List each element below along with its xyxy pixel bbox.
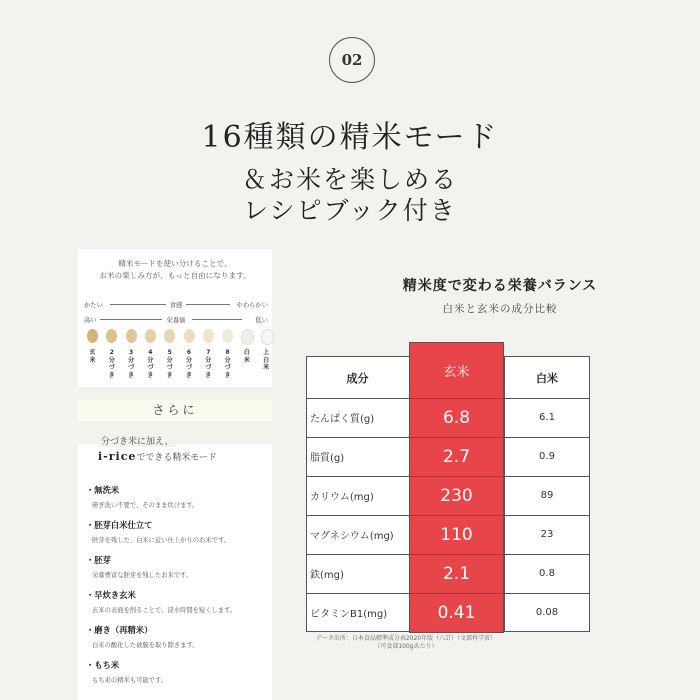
subtitle-line-2: レシピブック付き xyxy=(243,196,457,225)
row-hakumai-value: 0.8 xyxy=(539,568,555,579)
row-hakumai-value: 0.9 xyxy=(539,451,555,462)
data-source-note: データ出所：日本食品標準成分表2020年版（八訂）（文部科学省） （可食部100gあたり） xyxy=(315,635,497,650)
intro-text: 精米モードを使い分けることで、 お米の楽しみ方が、もっと自由になります。 xyxy=(99,259,251,280)
row-component-name: カリウム(mg) xyxy=(310,492,374,503)
mode-description: 白米の酸化した被膜を取り除きます。 xyxy=(92,642,199,649)
grain-label: 5 分 づ き xyxy=(166,349,173,379)
mode-title: ・早炊き玄米 xyxy=(86,590,136,600)
rice-grain-icon xyxy=(203,329,214,343)
row-component-name: ビタミンB1(mg) xyxy=(310,609,388,620)
mode-title: ・磨き（再精米） xyxy=(86,625,153,635)
list-item xyxy=(86,589,272,614)
grain-label: 7 分 づ き xyxy=(205,349,212,379)
list-item xyxy=(86,554,272,579)
grain-label: 4 分 づ き xyxy=(147,349,154,379)
grain-label: 2 分 づ き xyxy=(108,349,115,379)
row-genmai-value: 2.1 xyxy=(442,563,471,584)
grain-label: 8 分 づ き xyxy=(224,349,231,379)
grain-label: 上 白 米 xyxy=(263,349,270,371)
main-title: 16種類の精米モード xyxy=(201,120,499,155)
row-genmai-value: 230 xyxy=(440,485,473,506)
grain-label: 6 分 づ き xyxy=(185,349,192,379)
sarani-label: さらに xyxy=(78,400,272,421)
mode-title: ・胚芽白米仕立て xyxy=(86,520,153,530)
comparison-title: 精米度で変わる栄養バランス xyxy=(402,278,598,294)
row-genmai-value: 110 xyxy=(440,524,473,545)
brand-name: i-rice xyxy=(98,450,137,463)
header-hakumai: 白米 xyxy=(536,371,558,385)
list-item xyxy=(86,484,272,509)
row-component-name: 鉄(mg) xyxy=(310,570,344,581)
row-genmai-value: 6.8 xyxy=(442,407,471,428)
mode-description: 玄米の表面を削ることで、浸水時間を短くします。 xyxy=(92,607,237,614)
modes-heading-2: i-riceでできる精米モード xyxy=(98,450,218,463)
row-genmai-value: 2.7 xyxy=(442,446,471,467)
header-genmai: 玄米 xyxy=(443,365,470,380)
mode-title: ・胚芽 xyxy=(86,555,111,565)
list-item xyxy=(86,519,272,544)
rice-grain-icon xyxy=(184,329,195,343)
mode-title: ・無洗米 xyxy=(86,485,120,495)
mode-description: 研ぎ洗い不要で、そのまま炊けます。 xyxy=(92,502,199,509)
rice-grain-icon xyxy=(87,329,98,343)
modes-heading-1: 分づき米に加え、 xyxy=(98,434,177,447)
row-hakumai-value: 23 xyxy=(540,529,554,540)
comparison-subtitle: 白米と玄米の成分比較 xyxy=(442,303,558,315)
mode-title: ・もち米 xyxy=(86,660,120,670)
row-component-name: 脂質(g) xyxy=(310,453,345,464)
mode-description: 胚芽を残した、白米に近い仕上がりのお米です。 xyxy=(92,537,231,544)
subtitle-line-1: ＆お米を楽しめる xyxy=(241,165,458,194)
row-component-name: マグネシウム(mg) xyxy=(310,531,394,542)
row-hakumai-value: 89 xyxy=(540,490,554,501)
grain-label: 玄 米 xyxy=(89,349,96,364)
grain-label: 白 米 xyxy=(243,349,250,364)
mode-description: もち米の精米も可能です。 xyxy=(92,677,168,684)
rice-grain-icon xyxy=(126,329,137,343)
row-hakumai-value: 6.1 xyxy=(539,412,555,423)
row-genmai-value: 0.41 xyxy=(437,602,476,623)
mode-description: 栄養豊富な胚芽を残したお米です。 xyxy=(92,572,193,579)
row-component-name: たんぱく質(g) xyxy=(310,414,375,425)
section-number-badge: 02 xyxy=(329,37,375,83)
list-item xyxy=(86,624,272,649)
rice-grain-icon xyxy=(145,329,156,343)
rice-grain-icon xyxy=(261,329,274,345)
header-component: 成分 xyxy=(346,371,369,385)
grain-label: 3 分 づ き xyxy=(128,349,135,379)
list-item xyxy=(86,659,272,684)
row-hakumai-value: 0.08 xyxy=(535,607,559,618)
